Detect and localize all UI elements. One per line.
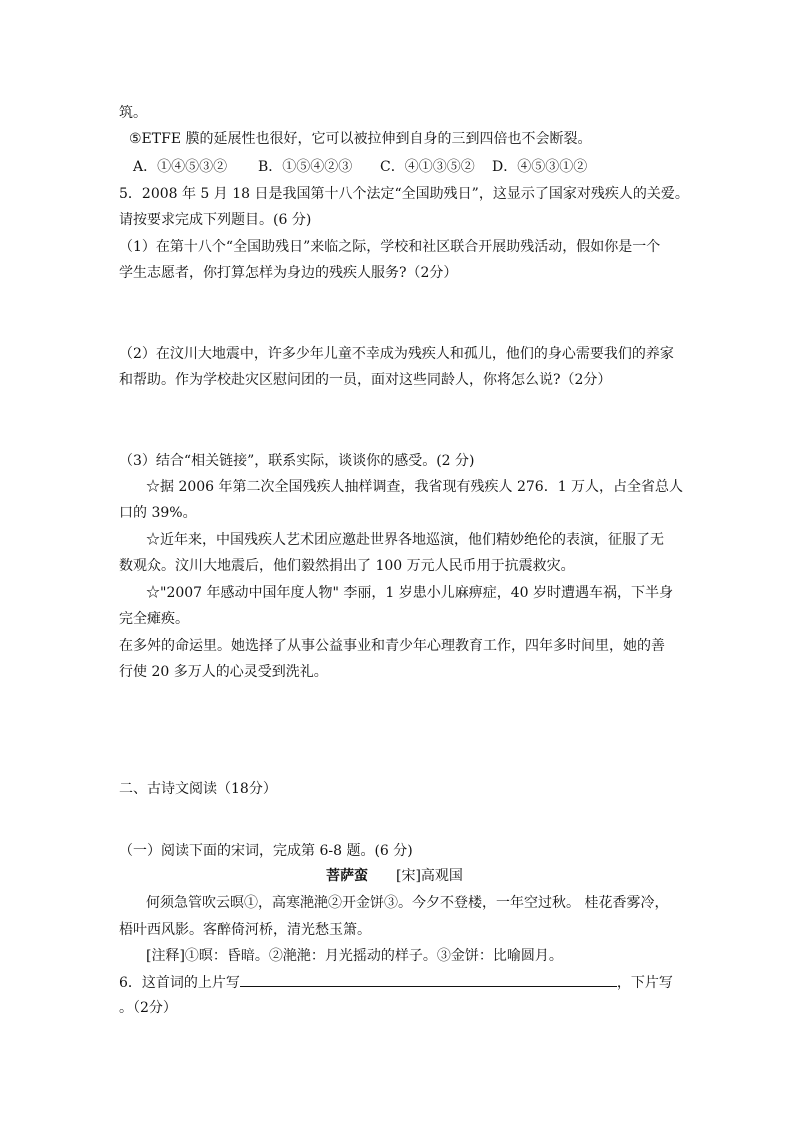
option-c: C．④①③⑤② xyxy=(380,159,475,175)
question-6-text: ，下片写 xyxy=(616,975,673,991)
related-link-item: ☆据 2006 年第二次全国残疾人抽样调查，我省现有残疾人 276．1 万人，占全省总人 xyxy=(146,479,684,495)
text-line: 学生志愿者，你打算怎样为身边的残疾人服务?（2分） xyxy=(119,265,458,281)
related-link-item: ☆"2007 年感动中国年度人物" 李丽，1 岁患小儿麻痹症，40 岁时遭遇车祸，下半身 xyxy=(146,585,674,601)
text-line: ⑤ETFE 膜的延展性也很好，它可以被拉伸到自身的三到四倍也不会断裂。 xyxy=(129,131,592,147)
text-line: 口的 39%。 xyxy=(119,505,197,521)
answer-options xyxy=(133,157,587,177)
text-line: 完全瘫痪。 xyxy=(119,611,189,627)
question-5: 5．2008 年 5 月 18 日是我国第十八个法定“全国助残日”，这显示了国家对残疾人的关爱。 xyxy=(119,186,689,202)
text-line: 数观众。汶川大地震后，他们毅然捐出了 100 万元人民币用于抗震救灾。 xyxy=(119,558,575,574)
question-6 xyxy=(119,972,673,993)
text-line: 在多舛的命运里。她选择了从事公益事业和青少年心理教育工作，四年多时间里，她的善 xyxy=(119,638,665,654)
related-link-item: ☆近年来，中国残疾人艺术团应邀赴世界各地巡演，他们精妙绝伦的表演，征服了无 xyxy=(146,532,664,548)
poem-text: 何须急管吹云暝①，高寒滟滟②开金饼③。今夕不登楼，一年空过秋。 桂花香雾冷， xyxy=(146,895,669,911)
option-a: A．①④⑤③② xyxy=(133,159,228,175)
poem-heading xyxy=(326,866,463,886)
answer-blank[interactable] xyxy=(240,972,617,987)
option-d: D．④⑤③①② xyxy=(492,159,588,175)
text-line: 。（2分） xyxy=(119,1000,177,1016)
poem-author: [宋]高观国 xyxy=(396,868,463,884)
poem-notes: [注释]①暝：昏暗。②滟滟：月光摇动的样子。③金饼：比喻圆月。 xyxy=(146,948,563,964)
poem-title: 菩萨蛮 xyxy=(326,868,368,884)
question-5-1: （1）在第十八个“全国助残日”来临之际，学校和社区联合开展助残活动，假如你是一个 xyxy=(119,239,661,255)
question-5-2: （2）在汶川大地震中，许多少年儿童不幸成为残疾人和孤儿，他们的身心需要我们的养家 xyxy=(119,346,674,362)
text-line: 行使 20 多万人的心灵受到洗礼。 xyxy=(119,664,328,680)
section-heading: 二、古诗文阅读（18分） xyxy=(119,781,277,797)
text-line: 和帮助。作为学校赴灾区慰问团的一员，面对这些同龄人，你将怎么说?（2分） xyxy=(119,372,612,388)
poem-text: 梧叶西风影。客醉倚河桥，清光愁玉箫。 xyxy=(119,922,371,938)
text-line: 筑。 xyxy=(119,105,147,121)
question-6-text: 6．这首词的上片写 xyxy=(119,975,240,991)
option-b: B．①⑤④②③ xyxy=(258,159,353,175)
text-line: （一）阅读下面的宋词，完成第 6-8 题。(6 分) xyxy=(119,843,413,859)
text-line: 请按要求完成下列题目。(6 分) xyxy=(119,212,312,228)
question-5-3: （3）结合“相关链接”，联系实际，谈谈你的感受。(2 分) xyxy=(119,453,475,469)
